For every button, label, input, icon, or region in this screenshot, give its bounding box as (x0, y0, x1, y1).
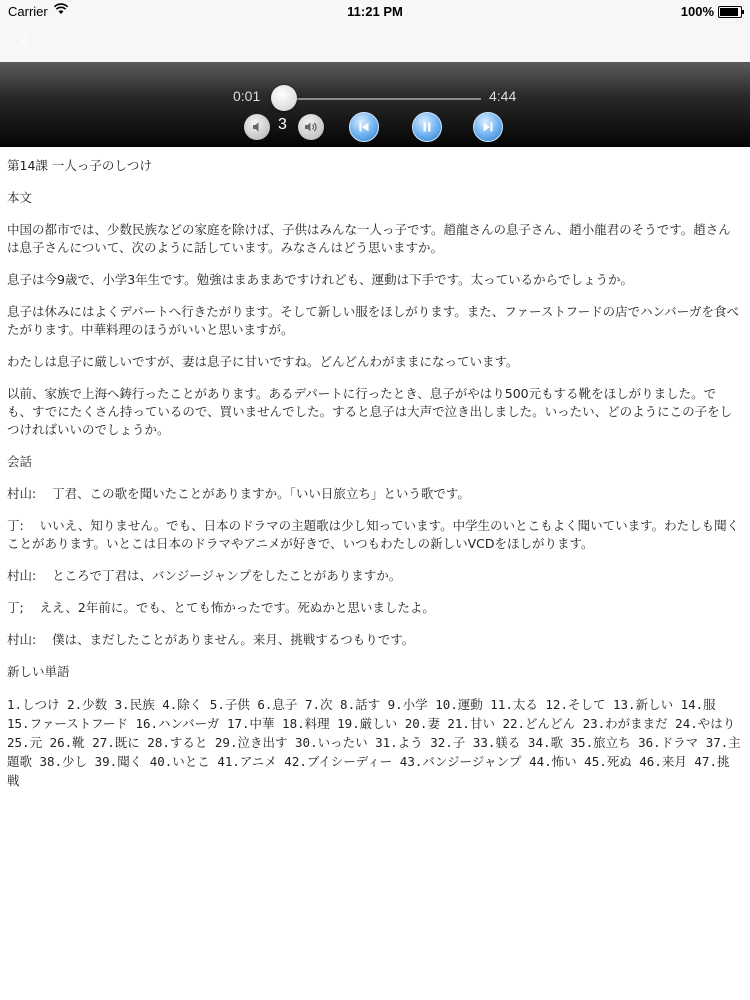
progress-slider-thumb[interactable] (271, 85, 297, 111)
kaiwa-heading: 会話 (7, 454, 33, 469)
paragraph: わたしは息子に厳しいですが、妻は息子に甘いですね。どんどんわがままになっています。 (7, 354, 519, 369)
dialogue-speaker: 村山: (7, 568, 37, 583)
dialogue-line (7, 567, 741, 585)
paragraph: 息子は休みにはよくデパートへ行きたがります。そして新しい服をほしがります。また、ファーストフードの店でハンバーガを食べたがります。中華料理のほうがいいと思いますが。 (7, 304, 740, 337)
skip-previous-icon (357, 120, 371, 134)
pause-icon (420, 120, 434, 134)
clock: 11:21 PM (347, 4, 403, 19)
dialogue-line (7, 631, 741, 649)
volume-down-icon (250, 120, 264, 134)
lesson-title: 第14課 一人っ子のしつけ (7, 158, 152, 173)
audio-player (0, 62, 750, 147)
battery-fill (720, 8, 738, 16)
vocab-list: 1.しつけ 2.少数 3.民族 4.除く 5.子供 6.息子 7.次 8.話す 9.小学 10.運動 11.太る 12.そして 13.新しい 14.服 15.ファーストフード 16.ハンバーガ 17.中華 18.料理 19.厳しい 20.妻 21.甘い 22.どんどん 23.わがままだ 24.やはり 25.元 26.靴 27.既に 28.すると 29.泣き出す 30.いったい 31.よう 32.子 33.躾る 34.歌 35.旅立ち 36.ドラマ 37.主題歌 38.少し 39.聞く 40.いとこ 41.アニメ 42.ブイシーディー 43.バンジージャンプ 44.怖い 45.死ぬ 46.来月 47.挑戦 (7, 697, 741, 788)
lesson-content (7, 157, 741, 804)
dialogue-text: ところで丁君は、バンジージャンプをしたことがありますか。 (52, 568, 402, 583)
dialogue-line (7, 517, 741, 553)
paragraph: 中国の都市では、少数民族などの家庭を除けば、子供はみんな一人っ子です。趙龍さんの息子さん、趙小龍君のそうです。趙さんは息子さんについて、次のように話しています。みなさんはどう思いますか。 (7, 222, 731, 255)
vocab-heading: 新しい単語 (7, 664, 70, 679)
dialogue-text: 僕は、まだしたことがありません。来月、挑戦するつもりです。 (52, 632, 415, 647)
dialogue-speaker: 村山: (7, 632, 37, 647)
volume-up-icon (303, 120, 319, 134)
pause-button[interactable] (412, 112, 442, 142)
honbun-heading: 本文 (7, 190, 33, 205)
duration-time: 4:44 (489, 88, 517, 104)
battery-icon (718, 6, 742, 18)
dialogue-line (7, 485, 741, 503)
dialogue-speaker: 丁; (7, 600, 24, 615)
progress-track[interactable] (283, 98, 481, 100)
volume-up-button[interactable] (298, 114, 324, 140)
dialogue-line (7, 599, 741, 617)
paragraph: 息子は今9歳で、小学3年生です。勉強はまあまあですけれども、運動は下手です。太っているからでしょうか。 (7, 272, 634, 287)
previous-track-button[interactable] (349, 112, 379, 142)
paragraph: 以前、家族で上海へ鋳行ったことがあります。あるデパートに行ったとき、息子がやはり500元もする靴をほしがりました。でも、すでにたくさん持っているので、買いませんでした。すると息子は大声で泣き出しました。いったい、どのようにこの子をしつければいいのでしょうか。 (7, 386, 733, 437)
current-time: 0:01 (233, 88, 261, 104)
battery-percentage: 100% (680, 4, 714, 19)
dialogue-text: ええ、2年前に。でも、とても怖かったです。死ぬかと思いましたよ。 (39, 600, 435, 615)
dialogue-text: いいえ、知りません。でも、日本のドラマの主題歌は少し知っています。中学生のいとこもよく聞いています。わたしも聞くことがあります。いとこは日本のドラマやアニメが好きで、いつもわたしの新しいVCDをほしがります。 (7, 518, 740, 551)
playback-level-value: 3 (278, 116, 287, 133)
carrier-label: Carrier (8, 4, 48, 19)
volume-down-button[interactable] (244, 114, 270, 140)
navigation-bar (0, 22, 750, 62)
dialogue-speaker: 村山: (7, 486, 37, 501)
back-chevron-icon[interactable]: ‹ (20, 28, 29, 53)
status-bar (0, 0, 750, 22)
dialogue-speaker: 丁: (7, 518, 24, 533)
skip-next-icon (481, 120, 495, 134)
next-track-button[interactable] (473, 112, 503, 142)
dialogue-text: 丁君、この歌を聞いたことがありますか。「いい日旅立ち」という歌です。 (52, 486, 470, 501)
